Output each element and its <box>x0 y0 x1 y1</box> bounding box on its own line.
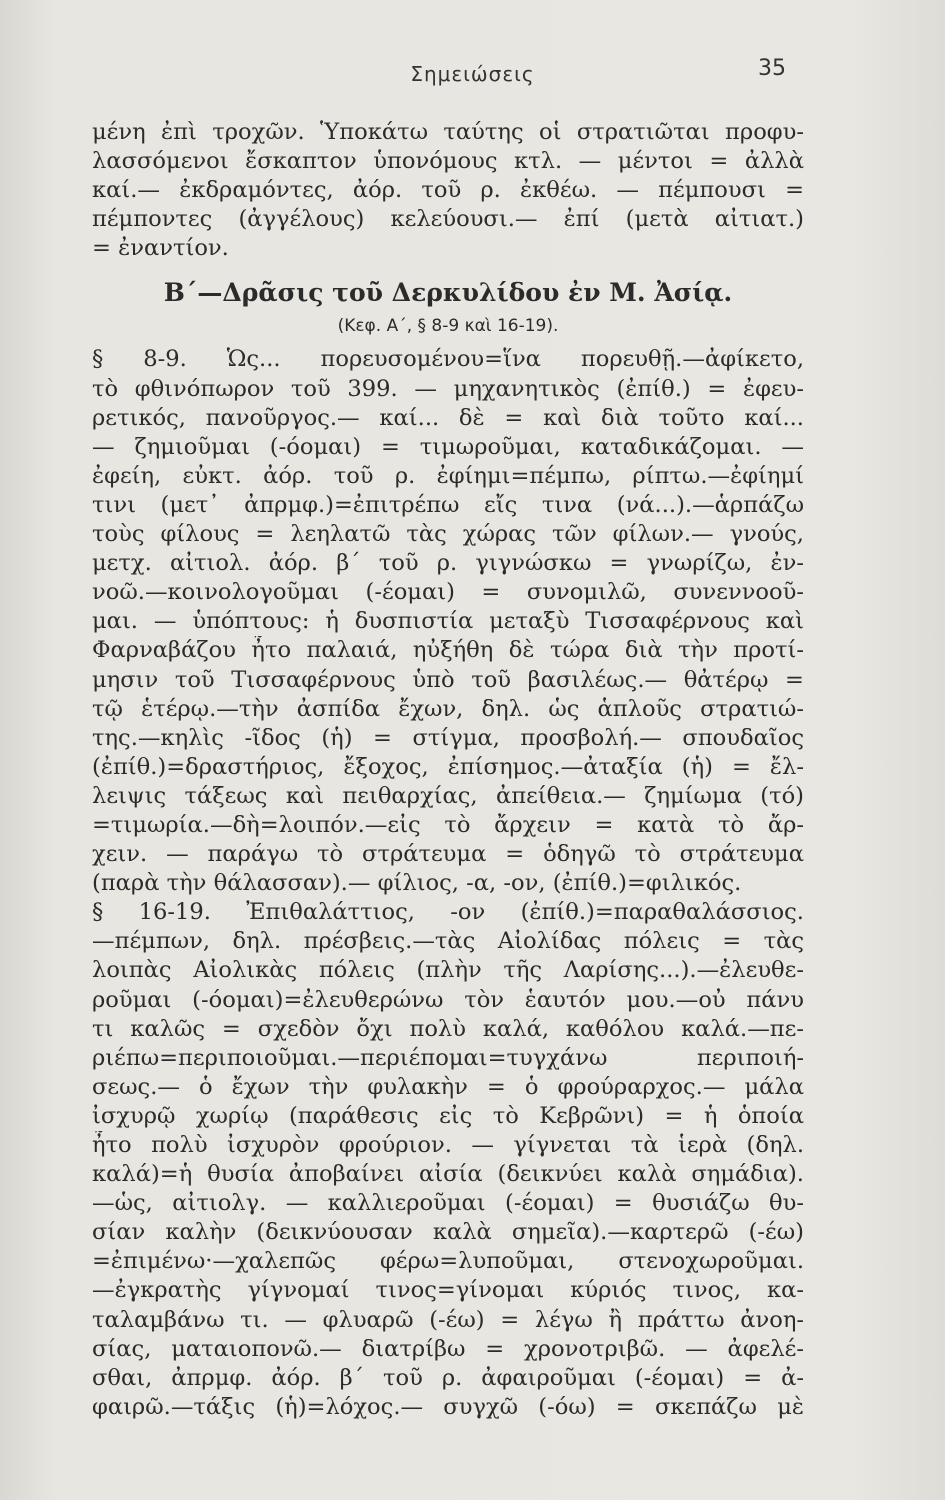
text-line: καλά)=ἡ θυσία ἀποβαίνει αἰσία (δεικνύει καλὰ σημάδια). <box>92 1161 804 1188</box>
text-line: (ἐπίθ.)=δραστήριος, ἔξοχος, ἐπίσημος.—ἀταξία (ἡ) = ἔλ- <box>92 753 804 780</box>
text-line: =ἐπιμένω·—χαλεπῶς φέρω=λυποῦμαι, στενοχωροῦμαι. <box>92 1248 804 1275</box>
text-line: σθαι, ἀπρμφ. ἀόρ. β΄ τοῦ ρ. ἀφαιροῦμαι (-έομαι) = ἀ- <box>92 1364 804 1391</box>
text-line: — ζημιοῦμαι (-όομαι) = τιμωροῦμαι, καταδικάζομαι. — <box>92 433 804 460</box>
text-line: ἦτο πολὺ ἰσχυρὸν φρούριον. — γίγνεται τὰ ἱερὰ (δηλ. <box>92 1132 804 1158</box>
text-line: —πέμπων, δηλ. πρέσβεις.—τὰς Αἰολίδας πόλεις = τὰς <box>92 928 804 955</box>
text-line: μένη ἐπὶ τροχῶν. Ὑποκάτω ταύτης οἱ στρατιῶται προφυ- <box>92 119 804 145</box>
text-line: τι καλῶς = σχεδὸν ὄχι πολὺ καλά, καθόλου καλά.—πε- <box>92 1015 804 1042</box>
text-line: § 8-9. Ὡς... πορευσομένου=ἵνα πορευθῇ.—ἀφίκετο, <box>92 346 804 373</box>
text-line: νοῶ.—κοινολογοῦμαι (-έομαι) = συνομιλῶ, συνεννοοῦ- <box>92 579 804 606</box>
text-line: ἰσχυρῷ χωρίῳ (παράθεσις εἰς τὸ Κεβρῶνι) = ἡ ὁποία <box>92 1102 804 1129</box>
text-line: μαι. — ὑπόπτους: ἡ δυσπιστία μεταξὺ Τισσαφέρνους καὶ <box>92 608 804 635</box>
text-line: πέμποντες (ἀγγέλους) κελεύουσι.— ἐπί (μετὰ αἰτιατ.) <box>92 206 804 233</box>
text-line: ροῦμαι (-όομαι)=ἐλευθερώνω τὸν ἑαυτόν μου.—οὐ πάνυ <box>92 986 804 1013</box>
text-line: μετχ. αἰτιολ. ἀόρ. β΄ τοῦ ρ. γιγνώσκω = γνωρίζω, ἐν- <box>92 550 804 577</box>
text-line: χειν. — παράγω τὸ στράτευμα = ὁδηγῶ τὸ στράτευμα <box>92 841 804 868</box>
text-line: καί.— ἐκδραμόντες, ἀόρ. τοῦ ρ. ἐκθέω. — πέμπουσι = <box>92 177 804 204</box>
paragraph-8-9 <box>92 345 804 898</box>
text-line: —ἐγκρατὴς γίγνομαί τινος=γίνομαι κύριός τινος, κα- <box>92 1277 804 1304</box>
text-line: της.—κηλὶς -ῖδος (ἡ) = στίγμα, προσβολή.— σπουδαῖος <box>92 724 804 751</box>
text-line: = ἐναντίον. <box>92 235 229 262</box>
section-heading: Β΄—Δρᾶσις τοῦ Δερκυλίδου ἐν Μ. Ἀσίᾳ. <box>163 278 733 308</box>
text-line: σίας, ματαιοπονῶ.— διατρίβω = χρονοτριβῶ. — ἀφελέ- <box>92 1335 804 1362</box>
text-line: τὸ φθινόπωρον τοῦ 399. — μηχανητικὸς (ἐπίθ.) = ἐφευ- <box>92 375 804 402</box>
page-number: 35 <box>758 56 786 81</box>
text-line: τῷ ἑτέρῳ.—τὴν ἀσπίδα ἔχων, δηλ. ὡς ἁπλοῦς στρατιώ- <box>92 695 804 722</box>
text-line: λασσόμενοι ἔσκαπτον ὑπονόμους κτλ. — μέντοι = ἀλλὰ <box>92 148 804 175</box>
text-line: μησιν τοῦ Τισσαφέρνους ὑπὸ τοῦ βασιλέως.— θἀτέρῳ = <box>92 666 804 693</box>
text-line: ρετικός, πανοῦργος.— καί... δὲ = καὶ διὰ τοῦτο καί... <box>92 404 804 431</box>
text-line: § 16-19. Ἐπιθαλάττιος, -ον (ἐπίθ.)=παραθαλάσσιος. <box>92 899 804 926</box>
text-line: τινι (μετ᾽ ἀπρμφ.)=ἐπιτρέπω εἴς τινα (νά...).—ἁρπάζω <box>92 491 804 518</box>
running-head: Σημειώσεις <box>410 62 535 86</box>
text-line: λειψις τάξεως καὶ πειθαρχίας, ἀπείθεια.— ζημίωμα (τό) <box>92 782 804 809</box>
body-text <box>92 118 804 1422</box>
text-line: Φαρναβάζου ἦτο παλαιά, ηὐξήθη δὲ τώρα διὰ τὴν προτί- <box>92 637 804 664</box>
text-line: φαιρῶ.—τάξις (ἡ)=λόχος.— συγχῶ (-όω) = σκεπάζω μὲ <box>92 1393 804 1420</box>
text-line: ριέπω=περιποιοῦμαι.—περιέπομαι=τυγχάνω περιποιή- <box>92 1044 804 1071</box>
text-line: λοιπὰς Αἰολικὰς πόλεις (πλὴν τῆς Λαρίσης...).—ἐλευθε- <box>92 957 804 984</box>
text-line: (παρὰ τὴν θάλασσαν).— φίλιος, -α, -ον, (ἐπίθ.)=φιλικός. <box>92 870 742 897</box>
text-line: =τιμωρία.—δὴ=λοιπόν.—εἰς τὸ ἄρχειν = κατὰ τὸ ἄρ- <box>92 811 804 838</box>
text-line: ταλαμβάνω τι. — φλυαρῶ (-έω) = λέγω ἢ πράττω ἀνοη- <box>92 1306 804 1333</box>
text-line: σίαν καλὴν (δεικνύουσαν καλὰ σημεῖα).—καρτερῶ (-έω) <box>92 1219 804 1246</box>
section-subheading: (Κεφ. Α΄, § 8-9 καὶ 16-19). <box>337 316 559 337</box>
paragraph-16-19 <box>92 898 804 1422</box>
text-line: —ὡς, αἰτιολγ. — καλλιεροῦμαι (-έομαι) = θυσιάζω θυ- <box>92 1190 804 1217</box>
text-line: σεως.— ὁ ἔχων τὴν φυλακὴν = ὁ φρούραρχος.— μάλα <box>92 1073 804 1100</box>
intro-block <box>92 118 804 263</box>
text-line: ἐφείη, εὐκτ. ἀόρ. τοῦ ρ. ἐφίημι=πέμπω, ρίπτω.—ἐφίημί <box>92 462 804 489</box>
text-line: τοὺς φίλους = λεηλατῶ τὰς χώρας τῶν φίλων.— γνούς, <box>92 521 804 548</box>
